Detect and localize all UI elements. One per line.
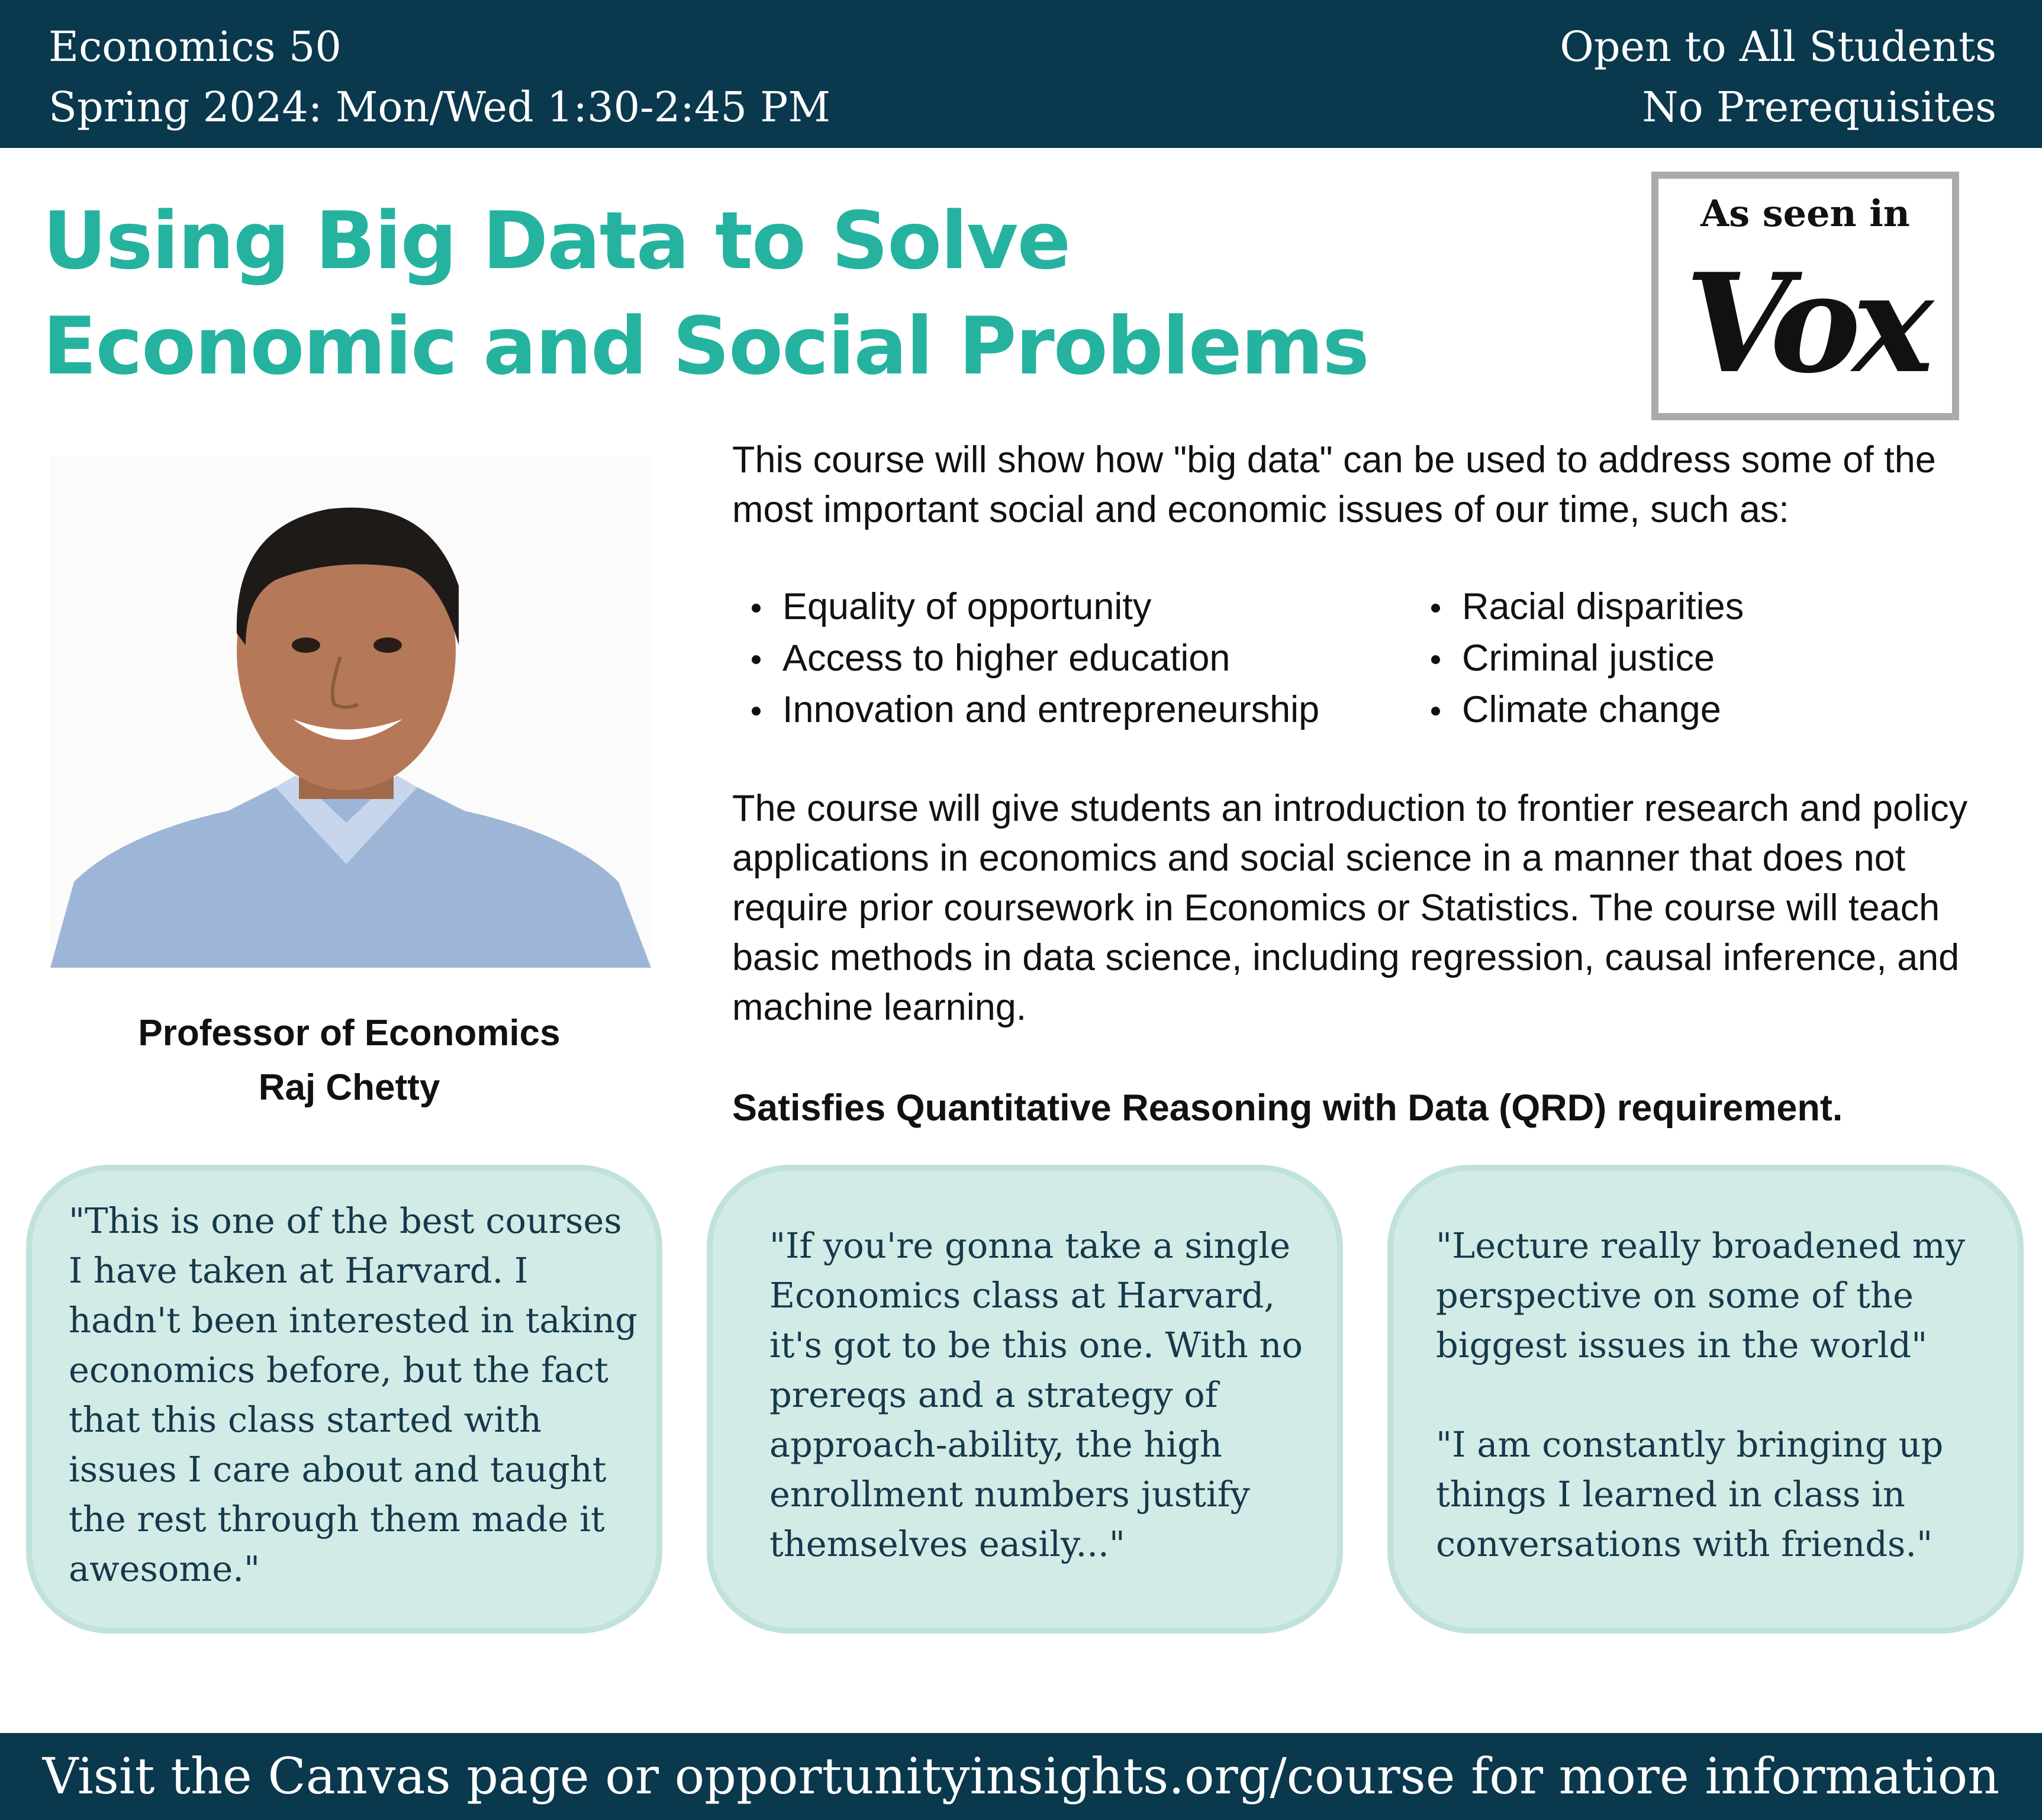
footer-text[interactable]: Visit the Canvas page or opportunityinsights.org/course for more information xyxy=(42,1747,2000,1805)
course-code: Economics 50 xyxy=(49,22,342,71)
testimonial-text: "This is one of the best courses I have taken at Harvard. I hadn't been interested in taking economics before, but the fact that this class started with issues I care about and taught the rest through them made it awesome." xyxy=(69,1200,637,1589)
topic-item: Criminal justice xyxy=(1462,633,1744,684)
topic-list-left xyxy=(732,581,1319,736)
testimonial-bubble xyxy=(1387,1165,2024,1634)
testimonial-bubble xyxy=(707,1165,1343,1634)
topic-list xyxy=(732,581,2005,741)
topic-item: Climate change xyxy=(1462,684,1744,736)
topic-item: Access to higher education xyxy=(782,633,1319,684)
course-title-line-1: Using Big Data to Solve xyxy=(43,195,1070,287)
footer-bar xyxy=(0,1733,2042,1820)
course-eligibility xyxy=(1560,17,1996,137)
prereq-note: No Prerequisites xyxy=(1642,83,1996,131)
course-title xyxy=(43,188,1368,399)
professor-photo xyxy=(50,456,651,968)
vox-logo: Vox xyxy=(1685,244,1925,404)
topic-list-right xyxy=(1412,581,1744,736)
topic-item: Equality of opportunity xyxy=(782,581,1319,633)
professor-caption xyxy=(36,1006,663,1115)
intro-paragraph: This course will show how "big data" can be used to address some of the most important social and economic issues of our time, such as: xyxy=(732,439,1936,530)
course-info xyxy=(49,17,830,137)
topic-item: Innovation and entrepreneurship xyxy=(782,684,1319,736)
requirement-note: Satisfies Quantitative Reasoning with Data (QRD) requirement. xyxy=(732,1087,1843,1129)
course-title-line-2: Economic and Social Problems xyxy=(43,300,1368,392)
testimonial-text: "If you're gonna take a single Economics class at Harvard, it's got to be this one. With no prereqs and a strategy of approach-ability, the high enrollment numbers justify themselves easily..." xyxy=(769,1225,1303,1564)
vox-badge xyxy=(1651,172,1959,420)
audience-note: Open to All Students xyxy=(1560,22,1996,71)
professor-name: Raj Chetty xyxy=(258,1067,440,1108)
body-paragraph: The course will give students an introduction to frontier research and policy applications in economics and social science in a manner that does not require prior coursework in Economics or Statistics. The course will teach basic methods in data science, including regression, causal inference, and machine learning. xyxy=(732,788,1968,1028)
professor-portrait-icon xyxy=(50,456,651,968)
topic-item: Racial disparities xyxy=(1462,581,1744,633)
vox-caption: As seen in xyxy=(1700,192,1910,235)
header-bar xyxy=(0,0,2042,148)
testimonial-bubble xyxy=(26,1165,662,1634)
course-schedule: Spring 2024: Mon/Wed 1:30-2:45 PM xyxy=(49,83,831,131)
professor-role: Professor of Economics xyxy=(138,1013,561,1054)
course-description xyxy=(732,435,2005,1133)
testimonial-text: "Lecture really broadened my perspective on some of the biggest issues in the world" "I am constantly bringing up things I learned in class in conversations with friends." xyxy=(1436,1225,1966,1564)
